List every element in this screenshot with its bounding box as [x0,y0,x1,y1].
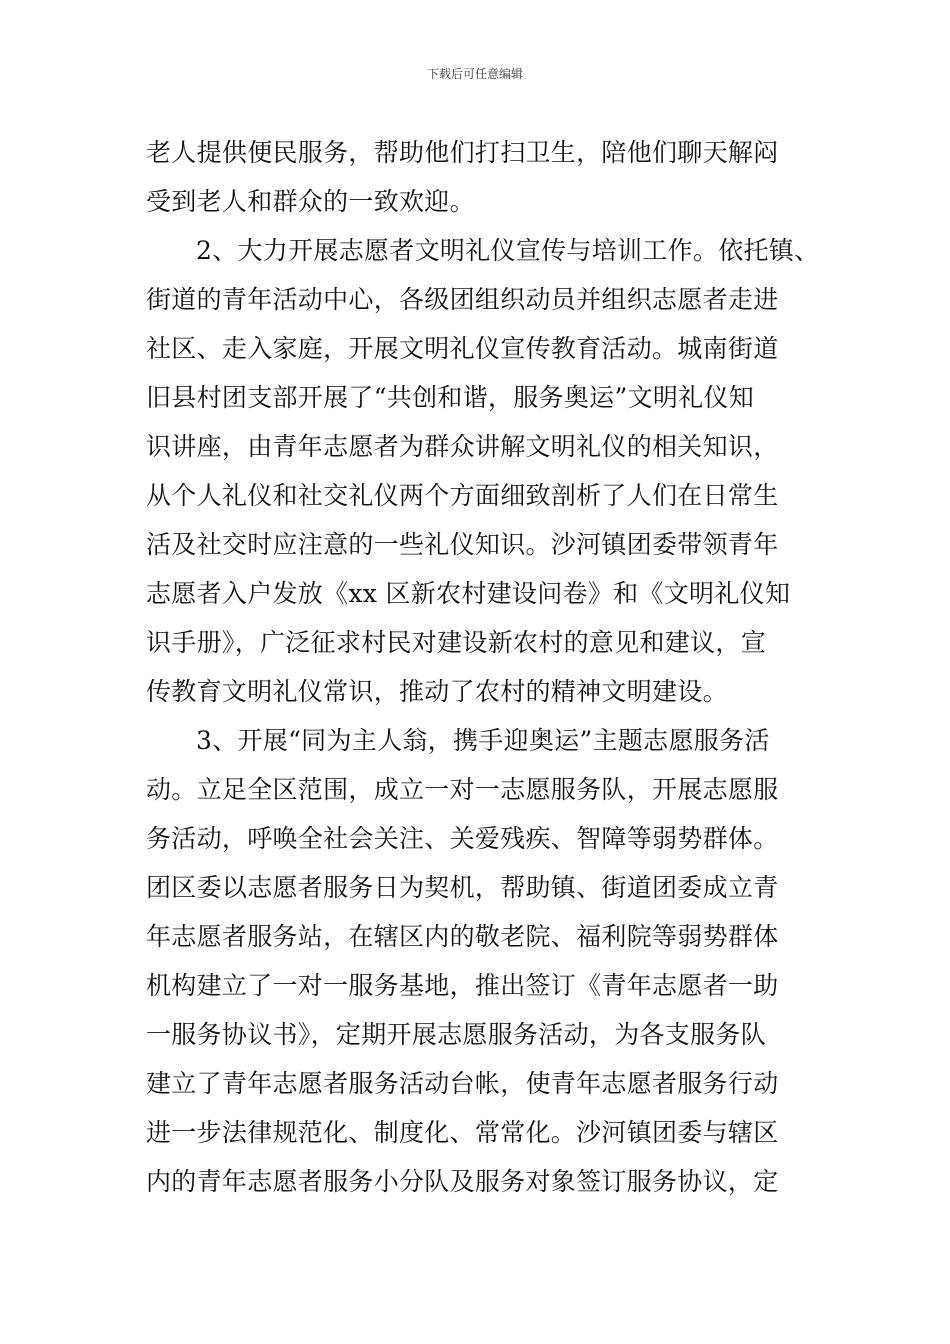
text-line: 传教育文明礼仪常识，推动了农村的精神文明建设。 [146,677,728,706]
document-body [146,128,820,1206]
text-line: 动。立足全区范围，成立一对一志愿服务队，开展志愿服 [146,775,779,804]
text-line: 识讲座，由青年志愿者为群众讲解文明礼仪的相关知识， [146,432,779,461]
text-line: 受到老人和群众的一致欢迎。 [146,187,475,216]
text-line: 团区委以志愿者服务日为契机，帮助镇、街道团委成立青 [146,873,779,902]
text-line: 志愿者入户发放《xx 区新农村建设问卷》和《文明礼仪知 [146,579,791,608]
text-line: 进一步法律规范化、制度化、常常化。沙河镇团委与辖区 [146,1118,779,1147]
text-line: 机构建立了一对一服务基地，推出签订《青年志愿者一助 [146,971,779,1000]
text-line: 内的青年志愿者服务小分队及服务对象签订服务协议，定 [146,1167,779,1196]
text-line: 识手册》，广泛征求村民对建设新农村的意见和建议，宣 [146,628,767,657]
text-line: 年志愿者服务站，在辖区内的敬老院、福利院等弱势群体 [146,922,779,951]
paragraph-2 [146,226,820,716]
text-line: 建立了青年志愿者服务活动台帐，使青年志愿者服务行动 [146,1069,779,1098]
text-line: 3、开展“同为主人翁，携手迎奥运”主题志愿服务活 [196,726,770,755]
text-line: 旧县村团支部开展了“共创和谐，服务奥运”文明礼仪知 [146,383,755,412]
page-header: 下载后可任意编辑 [426,67,523,81]
text-line: 一服务协议书》，定期开展志愿服务活动，为各支服务队 [146,1020,767,1049]
text-line: 务活动，呼唤全社会关注、关爱残疾、智障等弱势群体。 [146,824,779,853]
paragraph-1 [146,128,810,226]
paragraph-3 [146,716,810,1206]
text-line: 从个人礼仪和社交礼仪两个方面细致剖析了人们在日常生 [146,481,779,510]
text-line: 街道的青年活动中心，各级团组织动员并组织志愿者走进 [146,285,779,314]
text-line: 活及社交时应注意的一些礼仪知识。沙河镇团委带领青年 [146,530,779,559]
text-line: 社区、走入家庭，开展文明礼仪宣传教育活动。城南街道 [146,334,779,363]
text-line: 2、大力开展志愿者文明礼仪宣传与培训工作。依托镇、 [196,236,820,265]
text-line: 老人提供便民服务，帮助他们打扫卫生，陪他们聊天解闷 [146,138,779,167]
